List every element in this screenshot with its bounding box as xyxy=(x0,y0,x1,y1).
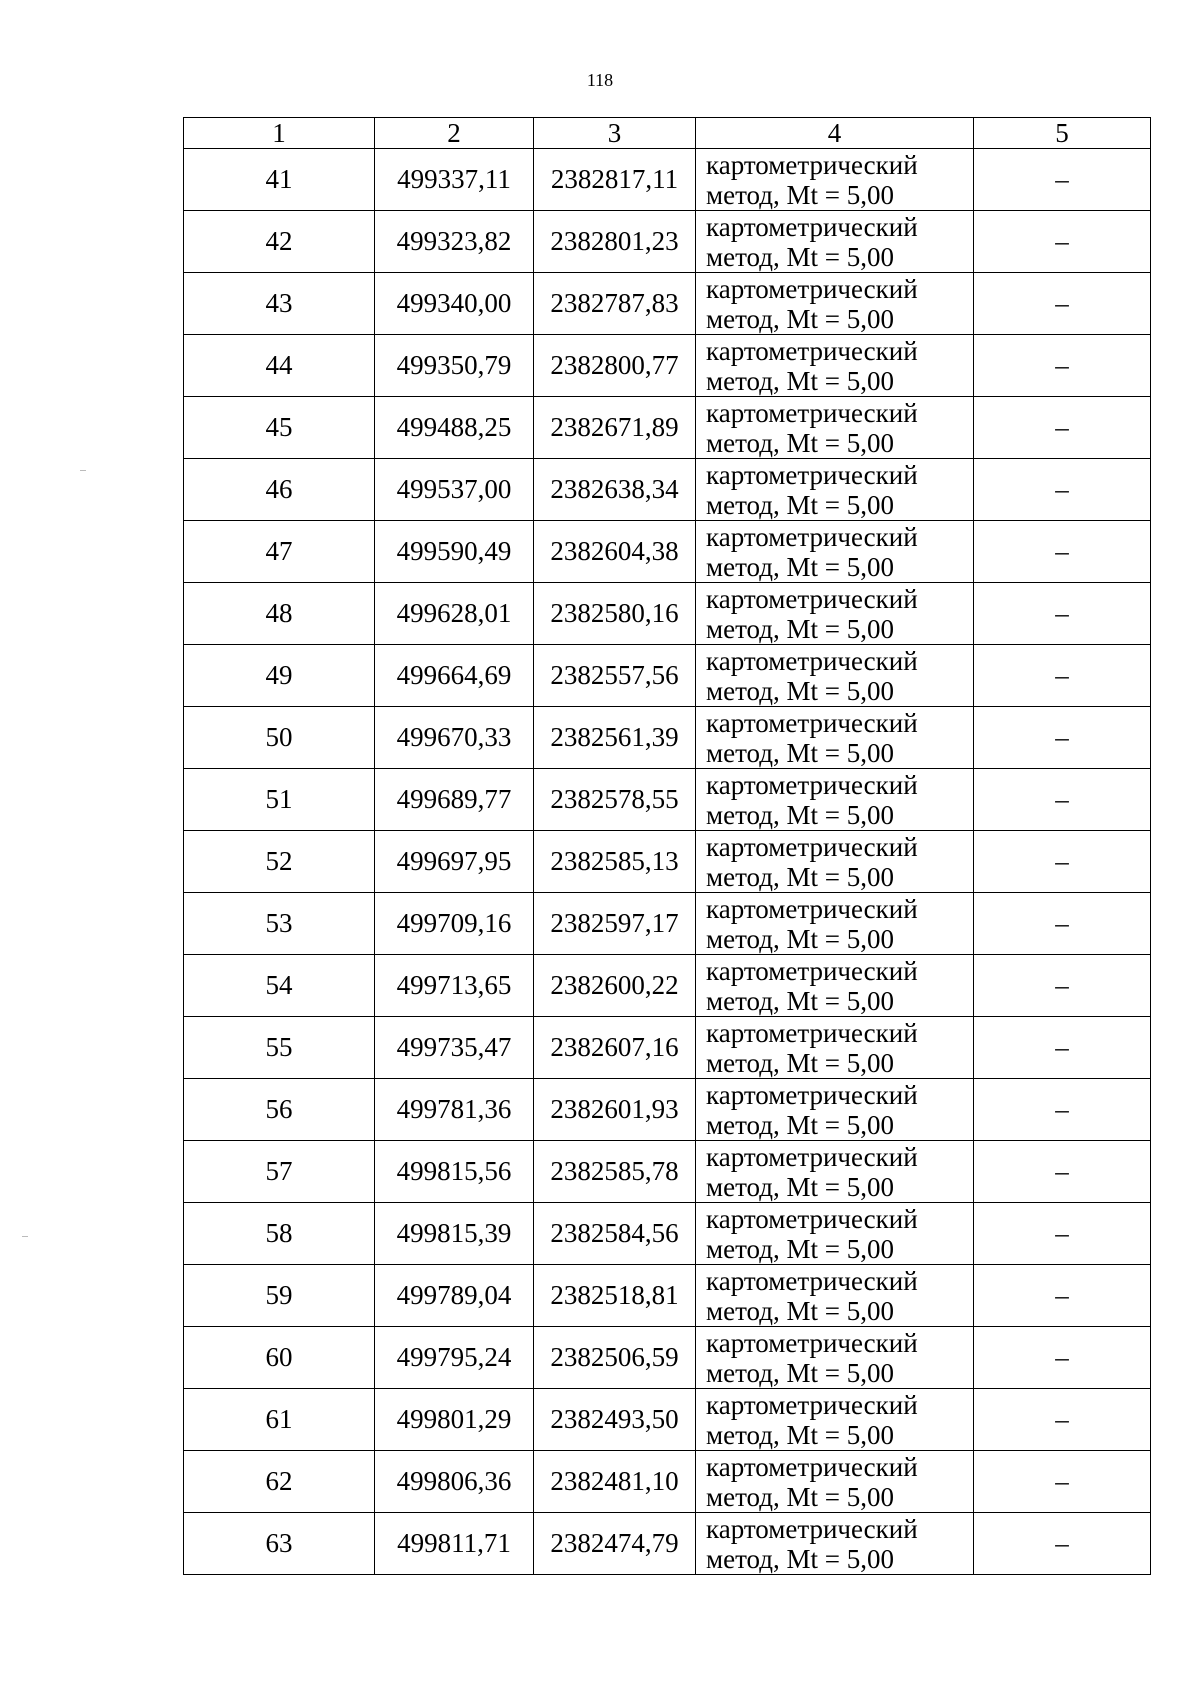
method-cell xyxy=(696,1079,974,1141)
method-line-1: картометрический xyxy=(706,955,918,986)
table-body xyxy=(184,149,1151,1575)
method-line-1: картометрический xyxy=(706,769,918,800)
method-line-1: картометрический xyxy=(706,707,918,738)
table-row xyxy=(184,893,1151,955)
table-row xyxy=(184,1203,1151,1265)
y-coordinate-cell: 2382506,59 xyxy=(534,1327,696,1389)
y-coordinate-cell: 2382481,10 xyxy=(534,1451,696,1513)
method-line-1: картометрический xyxy=(706,397,918,428)
y-coordinate-cell: 2382801,23 xyxy=(534,211,696,273)
note-cell: – xyxy=(974,149,1151,211)
note-cell: – xyxy=(974,459,1151,521)
point-number-cell: 55 xyxy=(184,1017,375,1079)
point-number-cell: 56 xyxy=(184,1079,375,1141)
method-line-2: метод, Mt = 5,00 xyxy=(706,365,894,396)
method-line-1: картометрический xyxy=(706,893,918,924)
note-cell: – xyxy=(974,211,1151,273)
note-cell: – xyxy=(974,1327,1151,1389)
note-cell: – xyxy=(974,645,1151,707)
method-cell xyxy=(696,1203,974,1265)
y-coordinate-cell: 2382578,55 xyxy=(534,769,696,831)
note-cell: – xyxy=(974,707,1151,769)
table-row xyxy=(184,273,1151,335)
header-row xyxy=(184,118,1151,149)
method-line-1: картометрический xyxy=(706,1513,918,1544)
method-line-1: картометрический xyxy=(706,1141,918,1172)
method-line-2: метод, Mt = 5,00 xyxy=(706,1419,894,1450)
table-row xyxy=(184,1451,1151,1513)
method-cell xyxy=(696,1451,974,1513)
y-coordinate-cell: 2382518,81 xyxy=(534,1265,696,1327)
table-row xyxy=(184,769,1151,831)
method-line-1: картометрический xyxy=(706,459,918,490)
note-cell: – xyxy=(974,1141,1151,1203)
scan-mark xyxy=(80,470,86,471)
point-number-cell: 49 xyxy=(184,645,375,707)
method-cell xyxy=(696,645,974,707)
note-cell: – xyxy=(974,769,1151,831)
method-line-2: метод, Mt = 5,00 xyxy=(706,985,894,1016)
table-row xyxy=(184,211,1151,273)
header-col-1: 1 xyxy=(184,118,375,149)
note-cell: – xyxy=(974,1389,1151,1451)
table-row xyxy=(184,397,1151,459)
header-col-2: 2 xyxy=(375,118,534,149)
method-line-2: метод, Mt = 5,00 xyxy=(706,489,894,520)
method-cell xyxy=(696,1327,974,1389)
x-coordinate-cell: 499713,65 xyxy=(375,955,534,1017)
table-row xyxy=(184,1141,1151,1203)
x-coordinate-cell: 499815,56 xyxy=(375,1141,534,1203)
method-line-1: картометрический xyxy=(706,335,918,366)
y-coordinate-cell: 2382585,78 xyxy=(534,1141,696,1203)
method-line-1: картометрический xyxy=(706,831,918,862)
y-coordinate-cell: 2382557,56 xyxy=(534,645,696,707)
method-cell xyxy=(696,769,974,831)
coordinates-table-wrapper xyxy=(183,117,1150,1575)
method-line-1: картометрический xyxy=(706,645,918,676)
method-cell xyxy=(696,831,974,893)
x-coordinate-cell: 499323,82 xyxy=(375,211,534,273)
method-line-2: метод, Mt = 5,00 xyxy=(706,1481,894,1512)
method-line-1: картометрический xyxy=(706,149,918,180)
note-cell: – xyxy=(974,831,1151,893)
method-cell xyxy=(696,273,974,335)
x-coordinate-cell: 499815,39 xyxy=(375,1203,534,1265)
point-number-cell: 43 xyxy=(184,273,375,335)
method-line-1: картометрический xyxy=(706,273,918,304)
note-cell: – xyxy=(974,893,1151,955)
table-row xyxy=(184,1265,1151,1327)
table-row xyxy=(184,955,1151,1017)
method-line-1: картометрический xyxy=(706,1265,918,1296)
method-line-2: метод, Mt = 5,00 xyxy=(706,1171,894,1202)
method-line-1: картометрический xyxy=(706,583,918,614)
note-cell: – xyxy=(974,1451,1151,1513)
x-coordinate-cell: 499709,16 xyxy=(375,893,534,955)
note-cell: – xyxy=(974,397,1151,459)
x-coordinate-cell: 499590,49 xyxy=(375,521,534,583)
x-coordinate-cell: 499537,00 xyxy=(375,459,534,521)
point-number-cell: 57 xyxy=(184,1141,375,1203)
y-coordinate-cell: 2382474,79 xyxy=(534,1513,696,1575)
table-row xyxy=(184,1513,1151,1575)
y-coordinate-cell: 2382638,34 xyxy=(534,459,696,521)
note-cell: – xyxy=(974,1079,1151,1141)
method-cell xyxy=(696,1265,974,1327)
y-coordinate-cell: 2382584,56 xyxy=(534,1203,696,1265)
table-row xyxy=(184,1079,1151,1141)
x-coordinate-cell: 499664,69 xyxy=(375,645,534,707)
method-line-2: метод, Mt = 5,00 xyxy=(706,1357,894,1388)
x-coordinate-cell: 499350,79 xyxy=(375,335,534,397)
x-coordinate-cell: 499628,01 xyxy=(375,583,534,645)
table-row xyxy=(184,831,1151,893)
method-cell xyxy=(696,707,974,769)
y-coordinate-cell: 2382561,39 xyxy=(534,707,696,769)
y-coordinate-cell: 2382607,16 xyxy=(534,1017,696,1079)
header-col-4: 4 xyxy=(696,118,974,149)
note-cell: – xyxy=(974,1513,1151,1575)
point-number-cell: 52 xyxy=(184,831,375,893)
method-line-2: метод, Mt = 5,00 xyxy=(706,737,894,768)
method-line-2: метод, Mt = 5,00 xyxy=(706,551,894,582)
y-coordinate-cell: 2382817,11 xyxy=(534,149,696,211)
x-coordinate-cell: 499689,77 xyxy=(375,769,534,831)
note-cell: – xyxy=(974,1203,1151,1265)
note-cell: – xyxy=(974,1265,1151,1327)
table-row xyxy=(184,1017,1151,1079)
point-number-cell: 62 xyxy=(184,1451,375,1513)
method-line-1: картометрический xyxy=(706,1451,918,1482)
page-number: 118 xyxy=(586,70,614,90)
method-line-2: метод, Mt = 5,00 xyxy=(706,1295,894,1326)
scan-mark xyxy=(22,1236,28,1237)
method-cell xyxy=(696,1141,974,1203)
x-coordinate-cell: 499811,71 xyxy=(375,1513,534,1575)
x-coordinate-cell: 499735,47 xyxy=(375,1017,534,1079)
method-line-2: метод, Mt = 5,00 xyxy=(706,799,894,830)
point-number-cell: 59 xyxy=(184,1265,375,1327)
y-coordinate-cell: 2382604,38 xyxy=(534,521,696,583)
x-coordinate-cell: 499789,04 xyxy=(375,1265,534,1327)
note-cell: – xyxy=(974,273,1151,335)
table-row xyxy=(184,1389,1151,1451)
x-coordinate-cell: 499806,36 xyxy=(375,1451,534,1513)
x-coordinate-cell: 499670,33 xyxy=(375,707,534,769)
method-cell xyxy=(696,583,974,645)
method-cell xyxy=(696,1513,974,1575)
point-number-cell: 60 xyxy=(184,1327,375,1389)
method-cell xyxy=(696,1389,974,1451)
method-line-2: метод, Mt = 5,00 xyxy=(706,1109,894,1140)
point-number-cell: 50 xyxy=(184,707,375,769)
point-number-cell: 46 xyxy=(184,459,375,521)
table-row xyxy=(184,335,1151,397)
point-number-cell: 53 xyxy=(184,893,375,955)
method-cell xyxy=(696,335,974,397)
table-row xyxy=(184,521,1151,583)
note-cell: – xyxy=(974,955,1151,1017)
note-cell: – xyxy=(974,1017,1151,1079)
method-line-2: метод, Mt = 5,00 xyxy=(706,1543,894,1574)
method-cell xyxy=(696,955,974,1017)
y-coordinate-cell: 2382787,83 xyxy=(534,273,696,335)
point-number-cell: 54 xyxy=(184,955,375,1017)
x-coordinate-cell: 499795,24 xyxy=(375,1327,534,1389)
method-line-1: картометрический xyxy=(706,1327,918,1358)
table-row xyxy=(184,645,1151,707)
y-coordinate-cell: 2382585,13 xyxy=(534,831,696,893)
header-col-5: 5 xyxy=(974,118,1151,149)
point-number-cell: 45 xyxy=(184,397,375,459)
y-coordinate-cell: 2382493,50 xyxy=(534,1389,696,1451)
method-line-2: метод, Mt = 5,00 xyxy=(706,613,894,644)
x-coordinate-cell: 499697,95 xyxy=(375,831,534,893)
point-number-cell: 51 xyxy=(184,769,375,831)
method-cell xyxy=(696,459,974,521)
method-line-2: метод, Mt = 5,00 xyxy=(706,1047,894,1078)
method-line-2: метод, Mt = 5,00 xyxy=(706,179,894,210)
method-line-1: картометрический xyxy=(706,1017,918,1048)
x-coordinate-cell: 499781,36 xyxy=(375,1079,534,1141)
point-number-cell: 44 xyxy=(184,335,375,397)
note-cell: – xyxy=(974,521,1151,583)
y-coordinate-cell: 2382671,89 xyxy=(534,397,696,459)
x-coordinate-cell: 499337,11 xyxy=(375,149,534,211)
x-coordinate-cell: 499488,25 xyxy=(375,397,534,459)
y-coordinate-cell: 2382601,93 xyxy=(534,1079,696,1141)
method-line-2: метод, Mt = 5,00 xyxy=(706,241,894,272)
x-coordinate-cell: 499801,29 xyxy=(375,1389,534,1451)
method-line-2: метод, Mt = 5,00 xyxy=(706,1233,894,1264)
method-line-2: метод, Mt = 5,00 xyxy=(706,427,894,458)
coordinates-table xyxy=(183,117,1151,1575)
point-number-cell: 47 xyxy=(184,521,375,583)
method-line-1: картометрический xyxy=(706,211,918,242)
y-coordinate-cell: 2382580,16 xyxy=(534,583,696,645)
table-row xyxy=(184,707,1151,769)
y-coordinate-cell: 2382600,22 xyxy=(534,955,696,1017)
method-cell xyxy=(696,397,974,459)
y-coordinate-cell: 2382800,77 xyxy=(534,335,696,397)
table-row xyxy=(184,459,1151,521)
x-coordinate-cell: 499340,00 xyxy=(375,273,534,335)
point-number-cell: 63 xyxy=(184,1513,375,1575)
method-line-1: картометрический xyxy=(706,1079,918,1110)
method-cell xyxy=(696,149,974,211)
table-row xyxy=(184,1327,1151,1389)
method-line-2: метод, Mt = 5,00 xyxy=(706,675,894,706)
method-line-2: метод, Mt = 5,00 xyxy=(706,303,894,334)
method-cell xyxy=(696,893,974,955)
y-coordinate-cell: 2382597,17 xyxy=(534,893,696,955)
method-line-2: метод, Mt = 5,00 xyxy=(706,861,894,892)
point-number-cell: 61 xyxy=(184,1389,375,1451)
method-cell xyxy=(696,1017,974,1079)
method-line-2: метод, Mt = 5,00 xyxy=(706,923,894,954)
header-col-3: 3 xyxy=(534,118,696,149)
table-row xyxy=(184,583,1151,645)
method-line-1: картометрический xyxy=(706,1389,918,1420)
method-cell xyxy=(696,211,974,273)
point-number-cell: 42 xyxy=(184,211,375,273)
method-line-1: картометрический xyxy=(706,521,918,552)
point-number-cell: 41 xyxy=(184,149,375,211)
method-cell xyxy=(696,521,974,583)
table-row xyxy=(184,149,1151,211)
method-line-1: картометрический xyxy=(706,1203,918,1234)
note-cell: – xyxy=(974,335,1151,397)
note-cell: – xyxy=(974,583,1151,645)
point-number-cell: 58 xyxy=(184,1203,375,1265)
point-number-cell: 48 xyxy=(184,583,375,645)
